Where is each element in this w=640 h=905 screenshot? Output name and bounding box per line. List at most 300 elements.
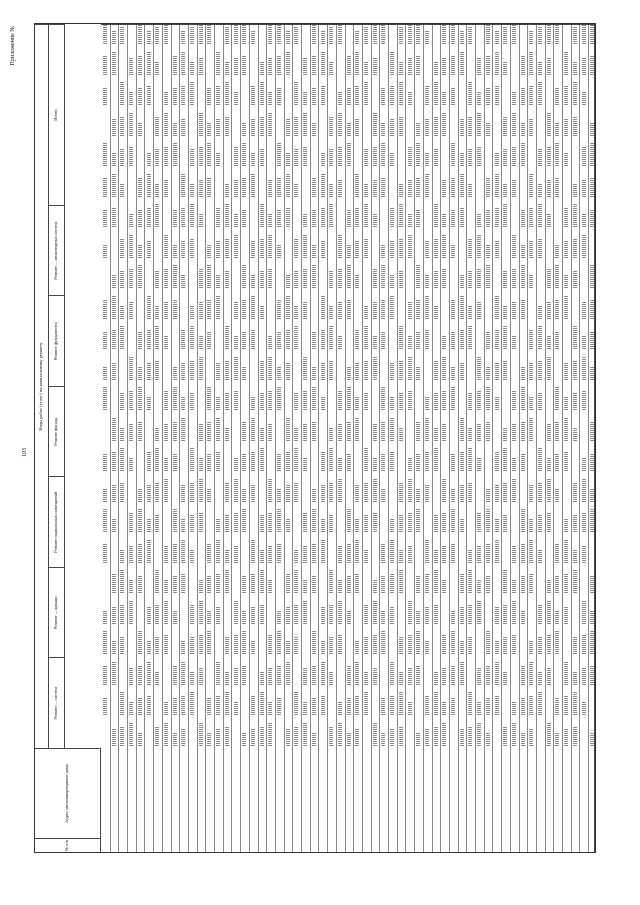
row-cell <box>364 150 368 167</box>
row-cell <box>486 244 490 258</box>
row-cell <box>251 452 255 472</box>
row-cell <box>173 55 177 75</box>
row-cell <box>425 729 429 746</box>
row-cell <box>495 662 499 685</box>
row-cell <box>390 729 394 746</box>
row-cell <box>338 113 342 136</box>
row-cell <box>555 333 559 350</box>
row-cell <box>181 662 185 685</box>
row-cell <box>225 482 229 502</box>
row-cell <box>529 275 533 289</box>
row-cell <box>468 116 472 136</box>
row-cell <box>181 574 185 594</box>
row-cell <box>216 86 220 106</box>
row-cell <box>112 330 116 350</box>
row-cell <box>477 58 481 75</box>
row-cell <box>434 305 438 319</box>
row-cell <box>112 418 116 441</box>
row-cell <box>129 546 133 563</box>
row-cell <box>329 116 333 136</box>
row-cell <box>555 421 559 441</box>
row-cell <box>582 668 586 685</box>
row-cell <box>573 183 577 197</box>
row-cell <box>521 55 525 75</box>
row-cell <box>147 397 151 411</box>
row-cell <box>112 275 116 289</box>
row-cell <box>442 479 446 502</box>
row-cell <box>347 89 351 106</box>
row-cell <box>103 388 107 411</box>
row-cell <box>260 360 264 380</box>
row-cell <box>503 482 507 502</box>
row-cell <box>260 671 264 685</box>
row-cell <box>521 211 525 228</box>
row-cell <box>103 510 107 533</box>
row-cell <box>486 632 490 655</box>
row-cell <box>529 641 533 655</box>
row-cell <box>555 177 559 197</box>
row-cell <box>590 122 594 136</box>
row-cell <box>538 205 542 228</box>
row-cell <box>207 732 211 746</box>
row-cell <box>434 549 438 563</box>
row-cell <box>408 479 412 502</box>
row-cell <box>260 238 264 258</box>
row-cell <box>477 357 481 380</box>
row-cell <box>321 485 325 502</box>
row-cell <box>416 366 420 380</box>
row-cell <box>181 208 185 228</box>
row-cell <box>460 452 464 472</box>
row-cell <box>329 516 333 533</box>
row-cell <box>381 177 385 197</box>
row-cell <box>425 452 429 472</box>
row-cell <box>129 668 133 685</box>
row-cell <box>434 238 438 258</box>
row-cell <box>164 580 168 594</box>
row-cell <box>355 275 359 289</box>
row-cell <box>416 632 420 655</box>
row-cell <box>555 732 559 746</box>
row-cell <box>268 113 272 136</box>
row-cell <box>234 336 238 350</box>
row-cell <box>381 632 385 655</box>
row-cell <box>303 147 307 167</box>
row-cell <box>190 394 194 411</box>
row-cell <box>573 516 577 533</box>
row-cell <box>251 119 255 136</box>
row-cell <box>503 61 507 75</box>
row-cell <box>268 180 272 197</box>
row-cell <box>486 55 490 75</box>
row-cell <box>477 424 481 441</box>
row-cell <box>451 89 455 106</box>
row-cell <box>503 305 507 319</box>
row-cell <box>460 208 464 228</box>
row-cell <box>564 86 568 106</box>
row-cell <box>120 83 124 106</box>
row-cell <box>216 729 220 746</box>
row-cell <box>434 272 438 289</box>
row-cell <box>573 272 577 289</box>
row-cell <box>173 144 177 167</box>
row-cell <box>460 330 464 350</box>
row-cell <box>321 397 325 411</box>
row-cell <box>416 577 420 594</box>
row-cell <box>251 641 255 655</box>
row-cell <box>590 665 594 685</box>
row-cell <box>294 83 298 106</box>
row-cell <box>434 726 438 746</box>
row-cell <box>477 147 481 167</box>
row-cell <box>138 244 142 258</box>
row-cell <box>495 607 499 624</box>
row-cell <box>173 266 177 289</box>
row-cell <box>294 726 298 746</box>
row-cell <box>390 86 394 106</box>
row-cell <box>338 546 342 563</box>
row-cell <box>286 574 290 594</box>
row-cell <box>503 671 507 685</box>
row-cell <box>564 241 568 258</box>
row-cell <box>408 601 412 624</box>
row-cell <box>173 366 177 380</box>
col-header-address: Адрес многоквартирного дома <box>35 748 101 838</box>
row-cell <box>103 177 107 197</box>
row-cell <box>103 244 107 258</box>
row-cell <box>173 89 177 106</box>
row-cell <box>312 510 316 533</box>
row-cell <box>355 330 359 350</box>
row-cell <box>286 31 290 45</box>
row-cell <box>416 488 420 502</box>
row-cell <box>451 510 455 533</box>
row-cell <box>521 665 525 685</box>
row-cell <box>286 519 290 533</box>
row-cell <box>434 604 438 624</box>
row-cell <box>442 513 446 533</box>
row-cell <box>564 607 568 624</box>
row-cell <box>303 269 307 289</box>
row-cell <box>521 244 525 258</box>
row-cell <box>390 296 394 319</box>
row-cell <box>512 723 516 746</box>
row-cell <box>190 150 194 167</box>
row-cell <box>495 31 499 45</box>
row-cell <box>538 327 542 350</box>
row-cell <box>164 92 168 106</box>
row-cell <box>347 665 351 685</box>
row-cell <box>147 330 151 350</box>
row-cell <box>173 299 177 319</box>
row-cell <box>216 519 220 533</box>
row-cell <box>277 333 281 350</box>
row-cell <box>147 519 151 533</box>
row-cell <box>460 174 464 197</box>
row-cell <box>129 235 133 258</box>
row-cell <box>434 150 438 167</box>
row-cell <box>555 455 559 472</box>
row-cell <box>355 397 359 411</box>
row-cell <box>286 174 290 197</box>
row-cell <box>181 241 185 258</box>
row-cell <box>408 458 412 472</box>
row-cell <box>216 241 220 258</box>
row-cell <box>242 144 246 167</box>
row-cell <box>242 177 246 197</box>
row-cell <box>460 485 464 502</box>
row-cell <box>538 360 542 380</box>
row-cell <box>329 150 333 167</box>
row-cell <box>529 119 533 136</box>
row-cell <box>364 183 368 197</box>
row-cell <box>381 144 385 167</box>
row-cell <box>164 458 168 472</box>
row-cell <box>495 519 499 533</box>
row-cell <box>564 397 568 411</box>
row-cell <box>582 391 586 411</box>
row-cell <box>173 543 177 563</box>
row-cell <box>460 641 464 655</box>
row-cell <box>347 244 351 258</box>
row-cell <box>547 635 551 655</box>
row-cell <box>555 244 559 258</box>
row-cell <box>251 485 255 502</box>
row-cell <box>495 330 499 350</box>
row-cell <box>181 86 185 106</box>
row-cell <box>408 635 412 655</box>
row-cell <box>303 92 307 106</box>
row-cell <box>216 119 220 136</box>
row-cell <box>529 696 533 716</box>
row-cell <box>538 238 542 258</box>
row-cell <box>425 86 429 106</box>
row-cell <box>286 452 290 472</box>
row-cell <box>277 699 281 716</box>
row-cell <box>268 58 272 75</box>
row-cell <box>234 668 238 685</box>
row-cell <box>181 119 185 136</box>
row-cell <box>155 482 159 502</box>
row-cell <box>547 357 551 380</box>
row-cell <box>294 116 298 136</box>
row-cell <box>555 543 559 563</box>
row-cell <box>529 208 533 228</box>
row-cell <box>173 455 177 472</box>
row-cell <box>582 147 586 167</box>
row-cell <box>555 122 559 136</box>
row-cell <box>338 180 342 197</box>
row-cell <box>216 418 220 441</box>
row-cell <box>173 610 177 624</box>
row-cell <box>147 363 151 380</box>
row-cell <box>582 357 586 380</box>
row-cell <box>321 31 325 45</box>
row-cell <box>312 732 316 746</box>
row-cell <box>129 723 133 746</box>
row-cell <box>234 235 238 258</box>
row-cell <box>547 180 551 197</box>
row-cell <box>355 485 359 502</box>
row-cell <box>225 327 229 350</box>
row-cell <box>103 488 107 502</box>
row-cell <box>329 183 333 197</box>
row-cell <box>425 153 429 167</box>
row-cell <box>338 479 342 502</box>
row-cell <box>442 113 446 136</box>
row-cell <box>468 726 472 746</box>
row-cell <box>103 543 107 563</box>
row-cell <box>399 327 403 350</box>
row-cell <box>225 671 229 685</box>
row-cell <box>312 366 316 380</box>
row-cell <box>147 662 151 685</box>
row-cell <box>451 665 455 685</box>
row-cell <box>555 610 559 624</box>
row-cell <box>451 632 455 655</box>
row-cell <box>408 302 412 319</box>
row-cell <box>564 662 568 685</box>
row-cell <box>129 269 133 289</box>
row-cell <box>147 296 151 319</box>
row-cell <box>216 452 220 472</box>
row-cell <box>294 327 298 350</box>
row-cell <box>199 513 203 533</box>
row-cell <box>468 238 472 258</box>
row-cell <box>103 665 107 685</box>
row-cell <box>260 83 264 106</box>
row-cell <box>155 726 159 746</box>
row-cell <box>251 241 255 258</box>
row-cell <box>460 52 464 75</box>
row-cell <box>181 519 185 533</box>
row-cell <box>373 58 377 75</box>
row-cell <box>381 610 385 624</box>
row-cell <box>120 116 124 136</box>
row-cell <box>364 83 368 106</box>
row-cell <box>103 144 107 167</box>
row-cell <box>364 638 368 655</box>
row-cell <box>442 702 446 716</box>
row-cell <box>477 235 481 258</box>
row-cell <box>399 394 403 411</box>
row-cell <box>216 363 220 380</box>
row-cell <box>303 113 307 136</box>
row-cell <box>521 421 525 441</box>
row-cell <box>138 699 142 716</box>
row-cell <box>425 485 429 502</box>
row-cell <box>138 421 142 441</box>
row-cell <box>321 519 325 533</box>
row-cell <box>486 211 490 228</box>
row-cell <box>373 336 377 350</box>
row-cell <box>573 116 577 136</box>
row-cell <box>138 366 142 380</box>
row-cell <box>555 299 559 319</box>
row-cell <box>112 363 116 380</box>
row-cell <box>251 397 255 411</box>
row-cell <box>590 24 594 45</box>
row-cell <box>547 302 551 319</box>
row-cell <box>251 574 255 594</box>
row-cell <box>164 601 168 624</box>
row-cell <box>512 424 516 441</box>
row-cell <box>451 211 455 228</box>
row-cell <box>468 693 472 716</box>
row-cell <box>564 696 568 716</box>
row-cell <box>347 299 351 319</box>
row-cell <box>120 305 124 319</box>
row-cell <box>399 116 403 136</box>
row-cell <box>260 693 264 716</box>
row-cell <box>147 485 151 502</box>
row-cell <box>564 119 568 136</box>
row-cell <box>355 519 359 533</box>
row-cell <box>277 211 281 228</box>
row-cell <box>103 299 107 319</box>
row-cell <box>521 510 525 533</box>
row-cell <box>138 543 142 563</box>
row-cell <box>381 122 385 136</box>
row-cell <box>112 452 116 472</box>
row-cell <box>312 266 316 289</box>
row-cell <box>486 510 490 533</box>
row-cell <box>364 394 368 411</box>
row-cell <box>129 580 133 594</box>
row-cell <box>373 635 377 655</box>
row-cell <box>468 183 472 197</box>
row-cell <box>486 699 490 716</box>
row-cell <box>590 177 594 197</box>
row-cell <box>329 28 333 45</box>
row-cell <box>486 488 490 502</box>
row-cell <box>355 208 359 228</box>
row-cell <box>355 31 359 45</box>
row-cell <box>573 427 577 441</box>
row-cell <box>564 52 568 75</box>
row-cell <box>364 28 368 45</box>
row-cell <box>147 641 151 655</box>
row-cell <box>468 83 472 106</box>
row-cell <box>242 665 246 685</box>
row-cell <box>242 610 246 624</box>
row-cell <box>338 723 342 746</box>
row-cell <box>425 696 429 716</box>
row-cell <box>329 360 333 380</box>
row-cell <box>364 482 368 502</box>
row-cell <box>251 330 255 350</box>
row-cell <box>555 24 559 45</box>
row-cell <box>181 418 185 441</box>
row-cell <box>329 449 333 472</box>
row-cell <box>164 546 168 563</box>
row-cell <box>251 275 255 289</box>
row-cell <box>260 394 264 411</box>
row-cell <box>564 363 568 380</box>
row-cell <box>112 574 116 594</box>
row-cell <box>495 397 499 411</box>
row-cell <box>199 269 203 289</box>
row-cell <box>190 638 194 655</box>
row-cell <box>555 144 559 167</box>
row-cell <box>164 723 168 746</box>
row-cell <box>277 89 281 106</box>
row-cell <box>112 153 116 167</box>
row-cell <box>207 122 211 136</box>
row-cell <box>355 119 359 136</box>
row-cell <box>225 571 229 594</box>
row-cell <box>120 693 124 716</box>
